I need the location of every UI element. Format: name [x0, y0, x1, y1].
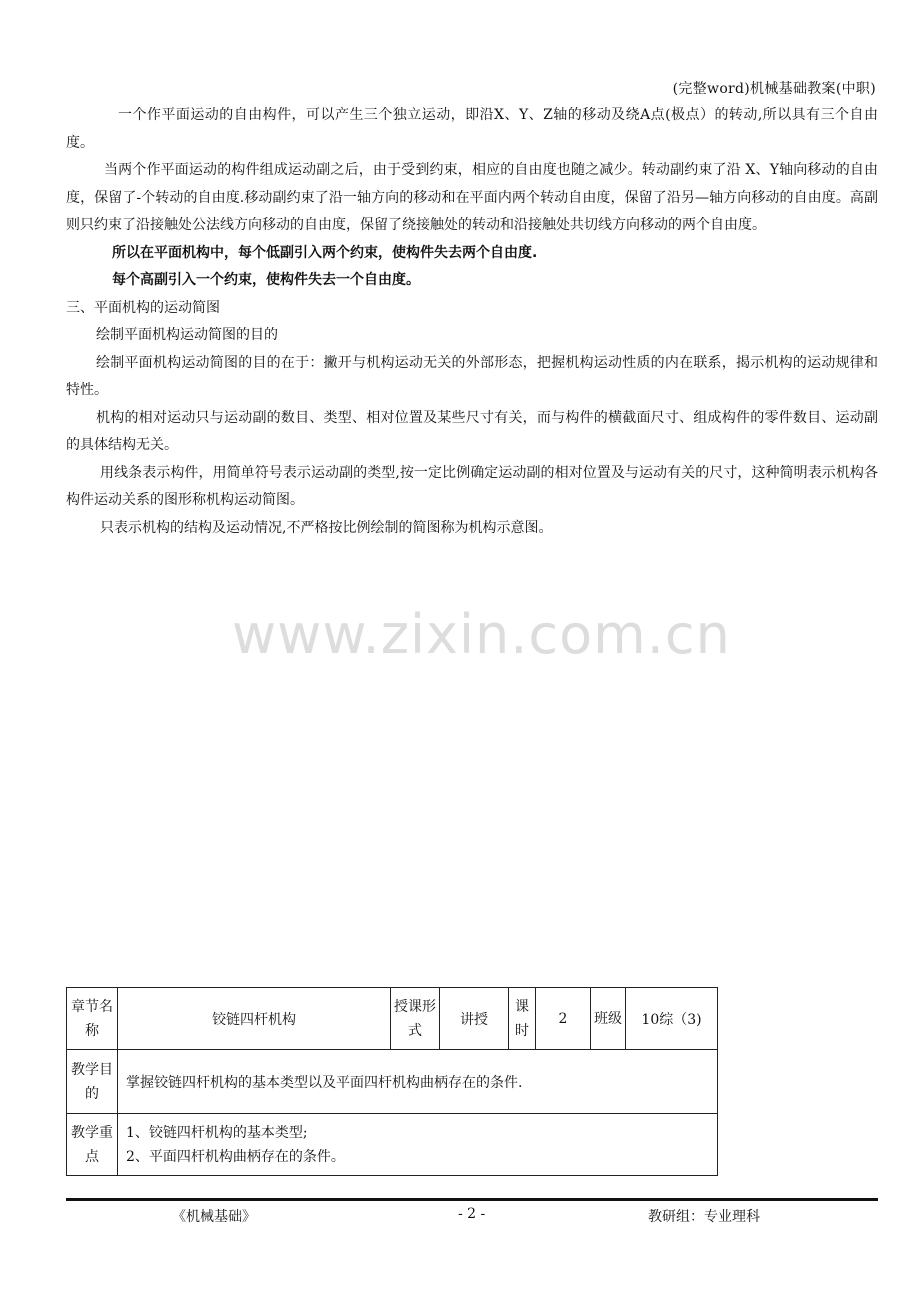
table-row-key-points — [67, 1114, 718, 1176]
teaching-objective-label: 教学目的 — [67, 1050, 118, 1114]
bold-note-lower-pair: 所以在平面机构中，每个低副引入两个约束，使构件失去两个自由度. — [112, 244, 538, 261]
document-header-title: (完整word)机械基础教案(中职) — [672, 81, 876, 97]
table-row-chapter — [67, 988, 718, 1050]
class-group-value: 10综（3) — [626, 988, 718, 1050]
chapter-name-label: 章节名称 — [67, 988, 118, 1050]
key-point-item: 2、平面四杆机构曲柄存在的条件。 — [126, 1148, 345, 1165]
paragraph-schematic-definition: 只表示机构的结构及运动情况,不严格按比例绘制的简图称为机构示意图。 — [100, 519, 553, 536]
paragraph-purpose-detail: 绘制平面机构运动简图的目的在于：撇开与机构运动无关的外部形态，把握机构运动性质的内在联系，揭示机构的运动规律和特性。 — [66, 354, 878, 398]
key-points-label: 教学重点 — [67, 1114, 118, 1176]
key-points-list — [118, 1114, 718, 1176]
bold-note-higher-pair: 每个高副引入一个约束，使构件失去一个自由度。 — [112, 272, 420, 288]
teaching-objective-value: 掌握铰链四杆机构的基本类型以及平面四杆机构曲柄存在的条件. — [118, 1050, 718, 1114]
footer-book-title: 《机械基础》 — [172, 1209, 256, 1225]
paragraph-free-body-dof: 一个作平面运动的自由构件，可以产生三个独立运动，即沿X、Y、Z轴的移动及绕A点(极点）的转动,所以具有三个自由度。 — [66, 107, 878, 151]
key-point-item: 1、铰链四杆机构的基本类型; — [126, 1124, 308, 1141]
class-group-label: 班级 — [591, 988, 626, 1050]
lesson-info-table — [66, 987, 718, 1176]
teaching-form-value: 讲授 — [440, 988, 509, 1050]
watermark-text: www.zixin.com.cn — [232, 603, 731, 666]
paragraph-diagram-definition: 用线条表示构件，用简单符号表示运动副的类型,按一定比例确定运动副的相对位置及与运动有关的尺寸，这种简明表示机构各构件运动关系的图形称机构运动简图。 — [66, 464, 878, 508]
teaching-form-label: 授课形式 — [391, 988, 440, 1050]
paragraph-purpose-title: 绘制平面机构运动简图的目的 — [96, 327, 278, 343]
class-hours-value: 2 — [536, 988, 591, 1050]
section-heading-kinematic-diagram: 三、平面机构的运动简图 — [66, 299, 220, 316]
footer-divider — [66, 1198, 878, 1201]
paragraph-relative-motion: 机构的相对运动只与运动副的数目、类型、相对位置及某些尺寸有关，而与构件的横截面尺寸、组成构件的零件数目、运动副的具体结构无关。 — [66, 409, 878, 453]
body-text — [66, 102, 878, 542]
footer-department: 教研组：专业理科 — [648, 1209, 760, 1225]
table-row-objective — [67, 1050, 718, 1114]
chapter-name-value: 铰链四杆机构 — [118, 988, 391, 1050]
footer-page-number: - 2 - — [458, 1206, 486, 1222]
class-hours-label: 课时 — [509, 988, 536, 1050]
paragraph-kinematic-pair-constraints: 当两个作平面运动的构件组成运动副之后，由于受到约束，相应的自由度也随之减少。转动副约束了沿 X、Y轴向移动的自由度，保留了-个转动的自由度.移动副约束了沿一轴方向的移动和在平面内两个转动自由度，保留了沿另—轴方向移动的自由度。高副则只约束了沿接触处公法线方向移动的自由度，保留了绕接触处的转动和沿接触处共切线方向移动的两个自由度。 — [66, 162, 878, 233]
